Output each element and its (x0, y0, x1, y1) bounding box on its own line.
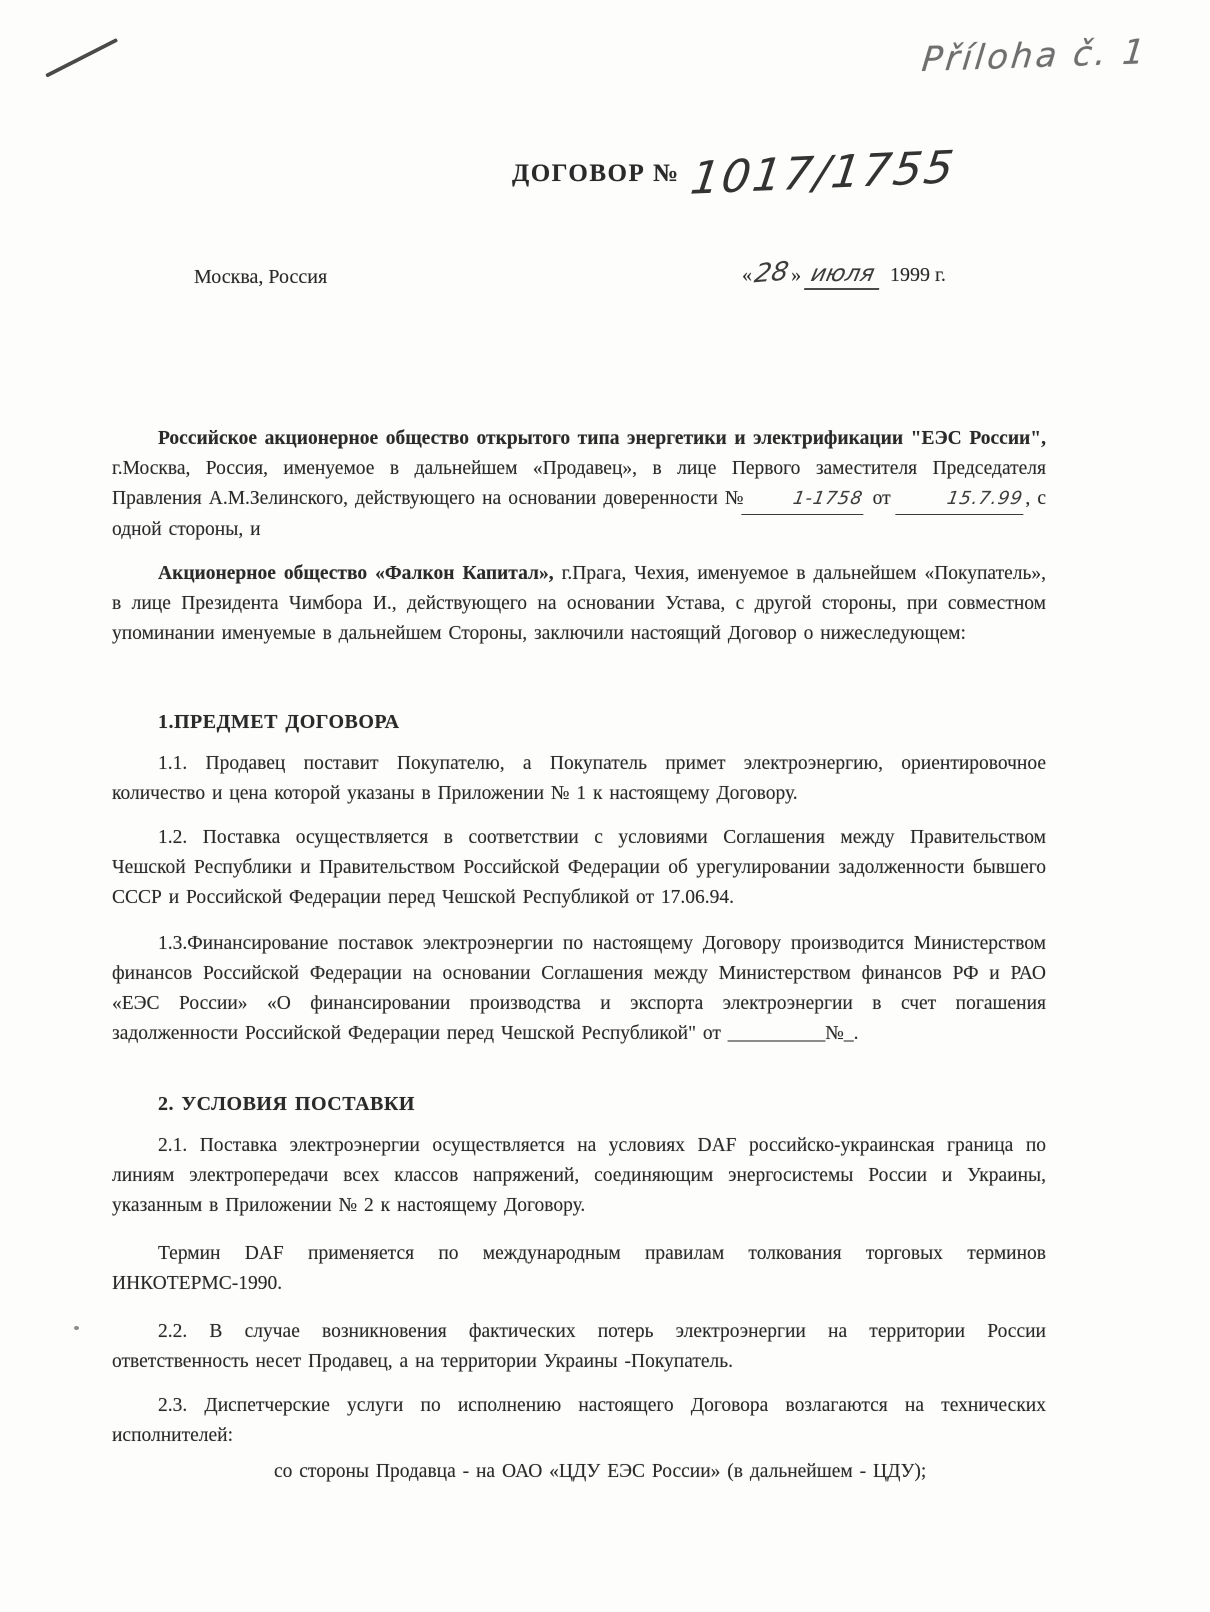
clause-1-1: 1.1. Продавец поставит Покупателю, а Покупатель примет электроэнергию, ориентировочное количество и цена которой указаны в Приложении № 1 к настоящему Договору. (112, 753, 1046, 804)
contract-title-label: ДОГОВОР № (512, 160, 680, 187)
date-line (742, 258, 946, 290)
preamble-buyer-paragraph (112, 559, 1046, 649)
buyer-name-bold: Акционерное общество «Фалкон Капитал», (158, 563, 554, 584)
pen-stroke-mark (45, 38, 118, 78)
contract-number-handwritten: 1017/1755 (687, 140, 959, 205)
poa-number-handwritten: 1-1758 (741, 484, 868, 515)
date-close-quote: » (791, 264, 802, 286)
scan-speck (74, 1326, 79, 1330)
preamble-seller-paragraph (112, 424, 1046, 545)
date-day-handwritten: 28 (752, 256, 791, 290)
clause-2-1: 2.1. Поставка электроэнергии осуществляется на условиях DAF российско-украинская граница по линиям электропередачи всех классов напряжений, соединяющим энергосистемы России и Украины, указанным в Приложении № 2 к настоящему Договору. (112, 1135, 1046, 1216)
buyer-text: г.Прага, Чехия, именуемое в дальнейшем «Покупатель», в лице Президента Чимбора И., действующего на основании Устава, с другой стороны, при совместном упоминании именуемые в дальнейшем Стороны, заключили настоящий Договор о нижеследующем: (112, 563, 1047, 644)
contract-title (512, 140, 959, 205)
annotation-priloha-handwritten: Příloha č. 1 (919, 31, 1150, 81)
clause-1-3: 1.3.Финансирование поставок электроэнергии по настоящему Договору производится Министерством финансов Российской Федерации на основании Соглашения между Министерством финансов РФ и РАО «ЕЭС России» «О финансировании производства и экспорта электроэнергии в счет погашения задолженности Российской Федерации перед Чешской Республикой" от __________№_. (112, 933, 1046, 1044)
seller-text: г.Москва, Россия, именуемое в дальнейшем «Продавец», в лице Первого заместителя Председателя Правления А.М.Зелинского, действующего на основании доверенности № (112, 458, 1046, 509)
seller-text-ot: от (865, 488, 898, 509)
clause-1-2: 1.2. Поставка осуществляется в соответствии с условиями Соглашения между Правительством Чешской Республики и Правительством Российской Федерации об урегулировании задолженности бывшего СССР и Российской Федерации перед Чешской Республикой от 17.06.94. (112, 827, 1046, 908)
clause-2-2: 2.2. В случае возникновения фактических потерь электроэнергии на территории России ответственность несет Продавец, а на территории Украины -Покупатель. (112, 1321, 1046, 1372)
date-month-handwritten: июля (804, 261, 885, 290)
date-year: 1999 г. (889, 264, 946, 286)
poa-date-handwritten: 15.7.99 (895, 484, 1028, 515)
section-1-heading: 1.ПРЕДМЕТ ДОГОВОРА (158, 711, 400, 733)
section-2-heading: 2. УСЛОВИЯ ПОСТАВКИ (158, 1093, 415, 1115)
date-open-quote: « (742, 264, 752, 286)
clause-2-1-daf-term: Термин DAF применяется по международным правилам толкования торговых терминов ИНКОТЕРМС-1990. (112, 1243, 1046, 1294)
place-line: Москва, Россия (194, 266, 328, 288)
clause-2-3-sub-seller: со стороны Продавца - на ОАО «ЦДУ ЕЭС России» (в дальнейшем - ЦДУ); (274, 1461, 927, 1482)
clause-2-3: 2.3. Диспетчерские услуги по исполнению настоящего Договора возлагаются на технических исполнителей: (112, 1395, 1046, 1446)
seller-text-end: , с одной стороны, и (112, 488, 1046, 540)
contract-body (112, 424, 1046, 1487)
seller-name-bold: Российское акционерное общество открытого типа энергетики и электрификации "ЕЭС России", (158, 428, 1046, 449)
